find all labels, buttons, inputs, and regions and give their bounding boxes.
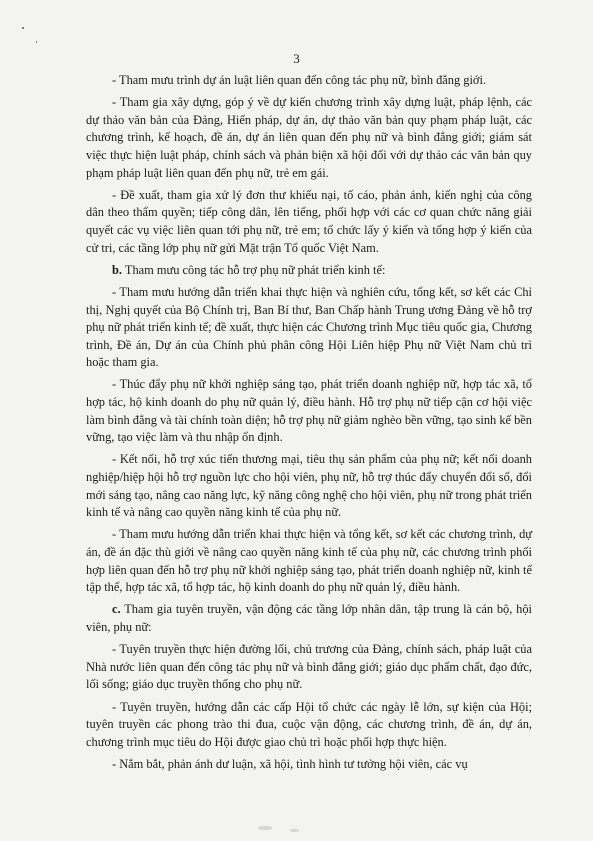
paragraph-text: - Tham gia xây dựng, góp ý về dự kiến chương trình xây dựng luật, pháp lệnh, các dự thảo văn bản của Đảng, Hiến pháp, dự án, dự thảo văn bản quy phạm pháp luật, các chương trình, kế hoạch, đề án, dự án liên quan đến phụ nữ và bình đẳng giới; giám sát việc thực hiện luật pháp, chính sách và phản biện xã hội đối với dự thảo các văn bản quy phạm pháp luật liên quan đến phụ nữ, trẻ em gái. bbox=[86, 95, 532, 180]
paragraph-text: - Tham mưu trình dự án luật liên quan đến công tác phụ nữ, bình đẳng giới. bbox=[112, 73, 487, 87]
body-paragraph bbox=[86, 641, 532, 694]
section-marker: c. bbox=[112, 602, 121, 617]
body-paragraph bbox=[86, 526, 532, 596]
paragraph-text: Tham gia tuyên truyền, vận động các tầng lớp nhân dân, tập trung là cán bộ, hội viên, phụ nữ: bbox=[86, 602, 532, 634]
scan-smudge bbox=[290, 829, 299, 832]
body-paragraph bbox=[86, 699, 532, 752]
paragraph-text: - Tham mưu hướng dẫn triển khai thực hiện và nghiên cứu, tổng kết, sơ kết các Chỉ thị, Nghị quyết của Bộ Chính trị, Ban Bí thư, Ban Chấp hành Trung ương Đảng về hỗ trợ phụ nữ phát triển kinh tế; đề xuất, thực hiện các Chương trình Mục tiêu quốc gia, Chương trình, Đề án, Dự án của Chính phủ phân công Hội Liên hiệp Phụ nữ Việt Nam chủ trì hoặc tham gia. bbox=[86, 284, 532, 370]
body-paragraph bbox=[86, 376, 532, 446]
body-paragraph bbox=[86, 601, 532, 636]
paragraph-text: - Nắm bắt, phản ánh dư luận, xã hội, tình hình tư tưởng hội viên, các vụ bbox=[112, 756, 468, 771]
paragraph-text: - Tham mưu hướng dẫn triển khai thực hiện và tổng kết, sơ kết các chương trình, dự án, đề án đặc thù giới về nâng cao quyền năng kinh tế của phụ nữ, các chương trình phối hợp liên quan đến hỗ trợ phụ nữ khởi nghiệp sáng tạo, phát triển doanh nghiệp nữ, kinh tế tập thể, hợp tác xã, tổ hợp tác, hộ kinh doanh do phụ nữ quản lý, điều hành. bbox=[86, 527, 532, 595]
scan-smudge bbox=[258, 826, 272, 830]
paragraph-text: - Kết nối, hỗ trợ xúc tiến thương mại, tiêu thụ sản phẩm của phụ nữ; kết nối doanh nghiệp/hiệp hội hỗ trợ nguồn lực cho hội viên, phụ nữ, hỗ trợ thúc đẩy chuyển đổi số, đổi mới sáng tạo, nâng cao năng lực, kỹ năng công nghệ cho hội viên, phụ nữ trong phát triển kinh tế và nâng cao quyền năng kinh tế của phụ nữ. bbox=[86, 452, 532, 520]
body-paragraph bbox=[86, 756, 532, 774]
paragraph-text: Tham mưu công tác hỗ trợ phụ nữ phát triển kinh tế: bbox=[122, 262, 386, 277]
paragraph-text: - Thúc đẩy phụ nữ khởi nghiệp sáng tạo, phát triển doanh nghiệp nữ, hợp tác xã, tổ hợp tác, hộ kinh doanh do phụ nữ quản lý, điều hành. Hỗ trợ phụ nữ tiếp cận cơ hội việc làm bình đẳng và tài chính toàn diện; hỗ trợ phụ nữ giảm nghèo bền vững, tạo sinh kế bền vững, tạo việc làm và thu nhập ổn định. bbox=[86, 377, 532, 445]
scan-speck bbox=[22, 27, 24, 29]
body-paragraph bbox=[86, 72, 532, 90]
paragraph-text: - Tuyên truyền thực hiện đường lối, chủ trương của Đảng, chính sách, pháp luật của Nhà nước liên quan đến công tác phụ nữ và bình đẳng giới; giáo dục phẩm chất, đạo đức, lối sống; giáo dục truyền thống cho phụ nữ. bbox=[86, 642, 532, 692]
body-paragraph bbox=[86, 284, 532, 372]
scan-speck bbox=[36, 41, 37, 43]
page-number: 3 bbox=[293, 51, 300, 66]
body-paragraph bbox=[86, 187, 532, 257]
body-paragraph bbox=[86, 451, 532, 521]
body-paragraph bbox=[86, 94, 532, 182]
document-body bbox=[86, 72, 532, 778]
body-paragraph bbox=[86, 262, 532, 280]
paragraph-text: - Tuyên truyền, hướng dẫn các cấp Hội tổ chức các ngày lễ lớn, sự kiện của Hội; tuyên truyền các phong trào thi đua, cuộc vận động, các chương trình, đề án, dự án, chương trình mục tiêu do Hội được giao chủ trì hoặc phối hợp thực hiện. bbox=[86, 699, 532, 749]
section-marker: b. bbox=[112, 262, 122, 277]
paragraph-text: - Đề xuất, tham gia xử lý đơn thư khiếu nại, tố cáo, phản ánh, kiến nghị của công dân theo thẩm quyền; tiếp công dân, lên tiếng, phối hợp với các cơ quan chức năng giải quyết các vụ việc liên quan tới phụ nữ, trẻ em; tổ chức lấy ý kiến và tổng hợp ý kiến của cử tri, các tầng lớp phụ nữ gửi Mặt trận Tổ quốc Việt Nam. bbox=[86, 187, 532, 255]
